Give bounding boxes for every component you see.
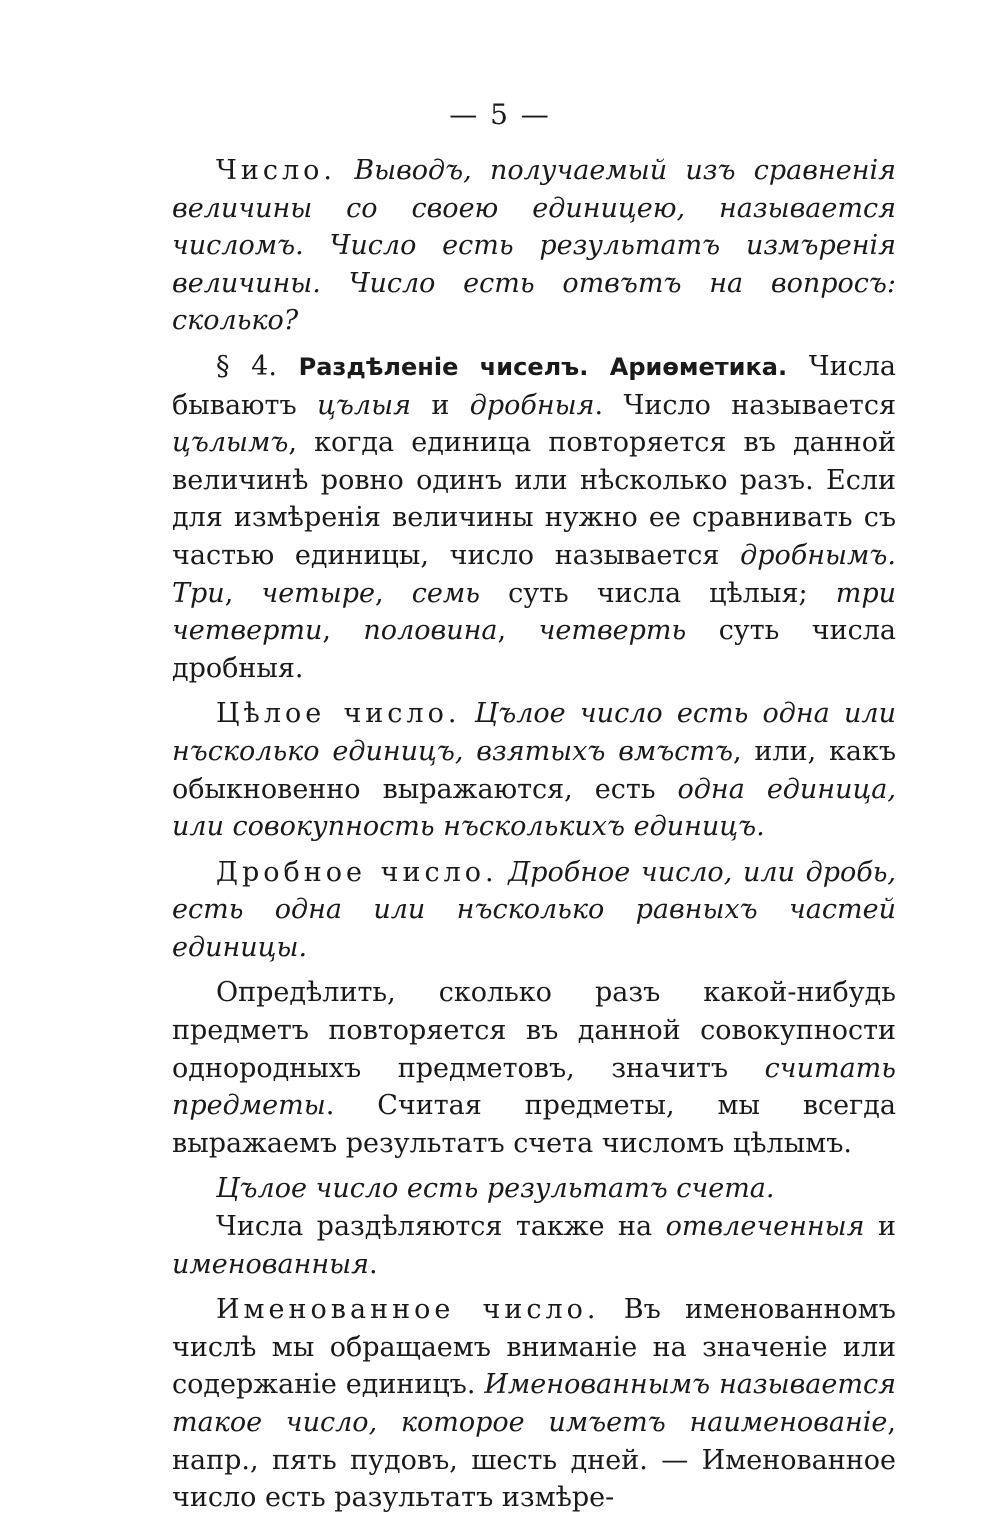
emphasis-run: цълымъ bbox=[172, 427, 289, 459]
text-run: , bbox=[224, 577, 234, 609]
emphasis-run: Именованнымъ называется такое число, которое имъетъ наименованіе bbox=[172, 1369, 896, 1438]
text-run: Въ именованномъ числѣ мы обращаемъ вниманіе на значеніе или содержаніе единицъ. bbox=[172, 1294, 896, 1401]
paragraph-counting bbox=[172, 974, 896, 1162]
text-run: и bbox=[877, 1211, 896, 1243]
page-number: — 5 — bbox=[449, 98, 551, 131]
section-title: Раздѣленіе чиселъ. Ариѳметика. bbox=[298, 352, 788, 381]
text-run: , когда единица повторяется въ данной величинѣ ровно одинъ или нѣсколько разъ. Если для измѣренія величины нужно ее сравнивать съ частью единицы, число называется bbox=[172, 427, 896, 571]
definition-text: Выводъ, получаемый изъ сравненія величины со своею единицею, называется числомъ. Число есть результатъ измъренія величины. Число есть отвътъ на вопросъ: сколько? bbox=[172, 155, 896, 337]
text-run: . Число называется bbox=[594, 389, 896, 421]
paragraph-number-definition bbox=[172, 152, 896, 340]
paragraph-count-result bbox=[172, 1170, 896, 1208]
emphasis-run: Цълое число есть одна или нъсколько единицъ, взятыхъ вмъстъ bbox=[172, 698, 896, 767]
text-run: , bbox=[497, 615, 507, 647]
section-sign: § 4. bbox=[216, 350, 277, 382]
text-run: Опредѣлить, сколько разъ какой-нибудь предметъ повторяется въ данной совокупности однородныхъ предметовъ, значитъ bbox=[172, 977, 896, 1084]
text-run: суть числа цѣлыя; bbox=[508, 577, 808, 609]
emphasis-run: дробнымъ. Три bbox=[172, 539, 896, 609]
emphasis-run: семь bbox=[411, 577, 480, 609]
term-heading: Именованное число. bbox=[216, 1294, 600, 1326]
paragraph-section-4 bbox=[172, 348, 896, 687]
text-run: , или, какъ обыкновенно выражаются, есть bbox=[172, 735, 896, 805]
text-run: , bbox=[322, 615, 331, 647]
text-run: и bbox=[431, 389, 450, 421]
emphasis-run: именованныя bbox=[172, 1248, 370, 1280]
paragraph-whole-number bbox=[172, 695, 896, 845]
text-run: , bbox=[375, 577, 384, 609]
text-run: суть числа дробныя. bbox=[172, 615, 897, 684]
term-heading: Дробное число. bbox=[216, 856, 498, 888]
term-heading: Число. bbox=[216, 155, 336, 186]
text-run: . bbox=[369, 1248, 378, 1280]
emphasis-run: половина bbox=[363, 615, 498, 647]
term-heading: Цѣлое число. bbox=[216, 698, 461, 730]
text-run: Числа раздѣляются также на bbox=[216, 1211, 653, 1243]
emphasis-run: цълыя bbox=[317, 389, 411, 421]
text-run: . Считая предметы, мы всегда выражаемъ результатъ счета числомъ цѣлымъ. bbox=[172, 1090, 896, 1159]
emphasis-run: три четверти bbox=[172, 577, 896, 647]
emphasis-run: одна единица, или совокупность нъсколькихъ единицъ. bbox=[172, 773, 896, 843]
text-run: , напр., пять пудовъ, шесть дней. — Именованное число есть разультатъ измѣре- bbox=[172, 1407, 896, 1514]
paragraph-fraction bbox=[172, 854, 896, 967]
emphasis-run: Цълое число есть результатъ счета. bbox=[216, 1173, 775, 1205]
emphasis-run: четверть bbox=[538, 615, 687, 647]
emphasis-run: Дробное число, или дробь, есть одна или нъсколько равныхъ частей единицы. bbox=[172, 856, 896, 963]
emphasis-run: четыре bbox=[261, 577, 376, 609]
page-text bbox=[172, 152, 896, 1525]
paragraph-abstract-named bbox=[172, 1208, 896, 1283]
paragraph-named-number bbox=[172, 1291, 896, 1517]
emphasis-run: отвлеченныя bbox=[665, 1211, 865, 1243]
emphasis-run: считать предметы bbox=[172, 1052, 896, 1122]
text-run: Числа бываютъ bbox=[172, 350, 897, 421]
emphasis-run: дробныя bbox=[469, 389, 595, 421]
